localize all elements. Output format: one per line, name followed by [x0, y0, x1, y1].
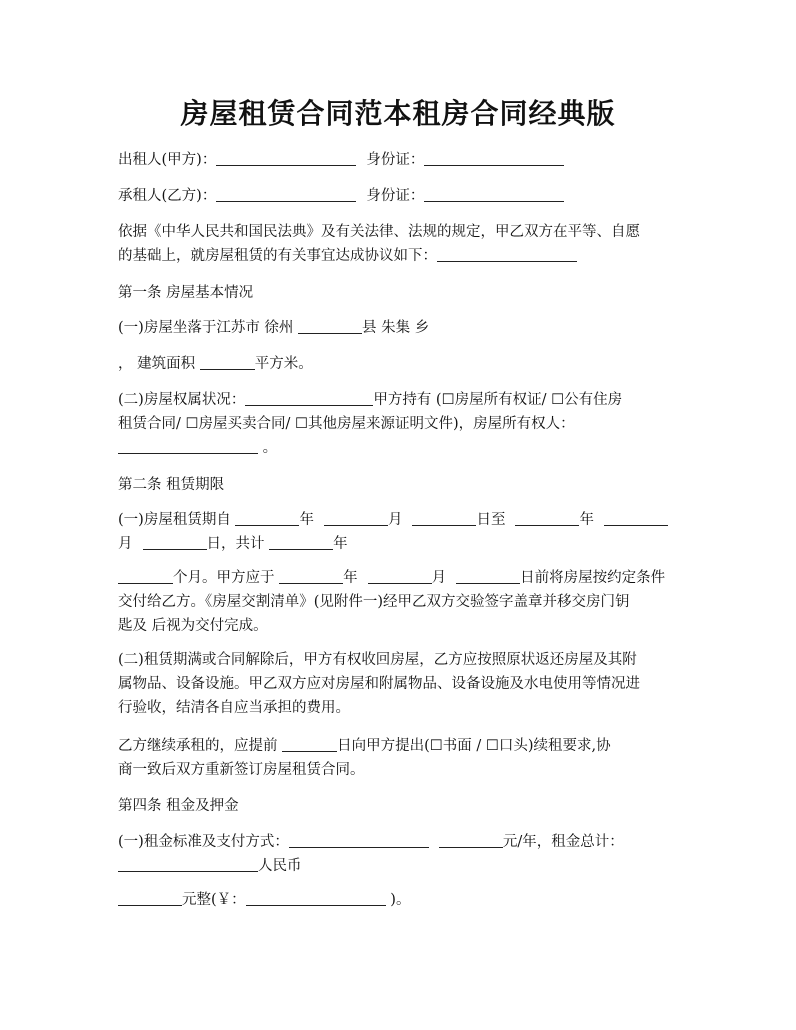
lessee-id-blank [424, 186, 564, 202]
owner-name-blank [118, 438, 258, 454]
payment-method-blank [289, 832, 429, 848]
article-1-ownership: (二)房屋权属状况： 甲方持有 (☐房屋所有权证/ ☐公有住房 租赁合同/ ☐房屋买卖合同/ ☐其他房屋来源证明文件)，房屋所有权人： 。 [118, 392, 623, 456]
article-2-term: (一)房屋租赁期自 年 月 日至 年 月 日，共计 年 [118, 508, 680, 556]
article-1-heading: 第一条 房屋基本情况 [118, 285, 254, 301]
annual-rent-blank [439, 832, 503, 848]
end-year-blank [515, 510, 579, 526]
article-2-return: (二)租赁期满或合同解除后，甲方有权收回房屋，乙方应按照原状返还房屋及其附 属物品、设备设施。甲乙双方应对房屋和附属物品、设备设施及水电使用等情况进 行验收，结清各自应当承担的费用。 [118, 652, 640, 716]
article-4-heading: 第四条 租金及押金 [118, 798, 239, 814]
renewal-days-blank [282, 736, 337, 752]
article-1-area: ， 建筑面积 平方米。 [118, 356, 313, 372]
area-blank [200, 354, 255, 370]
total-years-blank [269, 534, 333, 550]
end-month-blank [604, 510, 668, 526]
lessee-line: 承租人(乙方)： 身份证： [118, 184, 680, 208]
lessor-name-blank [216, 150, 356, 166]
article-4-rent: (一)租金标准及支付方式： 元/年，租金总计： 人民币 [118, 834, 624, 874]
article-4-amount: 元整(￥： )。 [118, 888, 680, 912]
end-day-blank [143, 534, 207, 550]
start-year-blank [235, 510, 299, 526]
delivery-month-blank [368, 568, 432, 584]
lessor-line: 出租人(甲方)： 身份证： [118, 148, 680, 172]
county-blank [298, 318, 362, 334]
amount-number-blank [246, 890, 386, 906]
document-title: 房屋租赁合同范本租房合同经典版 [180, 97, 616, 130]
article-2-delivery: 个月。甲方应于 年 月 日前将房屋按约定条件 交付给乙方。《房屋交割清单》(见附件一)经甲乙双方交验签字盖章并移交房门钥 匙及 后视为交付完成。 [118, 570, 666, 634]
delivery-day-blank [456, 568, 520, 584]
rent-total-blank [118, 856, 258, 872]
amount-words-blank [118, 890, 182, 906]
article-1-location: (一)房屋坐落于江苏市 徐州 县 朱集 乡 [118, 320, 430, 336]
delivery-year-blank [279, 568, 343, 584]
renewal-clause: 乙方继续承租的，应提前 日向甲方提出(☐书面 / ☐口头)续租要求,协 商一致后双方重新签订房屋租赁合同。 [118, 738, 611, 778]
start-day-blank [412, 510, 476, 526]
lessee-name-blank [216, 186, 356, 202]
preamble-blank [437, 246, 577, 262]
start-month-blank [324, 510, 388, 526]
ownership-blank [245, 390, 373, 406]
months-blank [118, 568, 173, 584]
preamble: 依据《中华人民共和国民法典》及有关法律、法规的规定，甲乙双方在平等、自愿 的基础上，就房屋租赁的有关事宜达成协议如下： [118, 224, 640, 264]
lessor-id-blank [424, 150, 564, 166]
article-2-heading: 第二条 租赁期限 [118, 477, 225, 493]
